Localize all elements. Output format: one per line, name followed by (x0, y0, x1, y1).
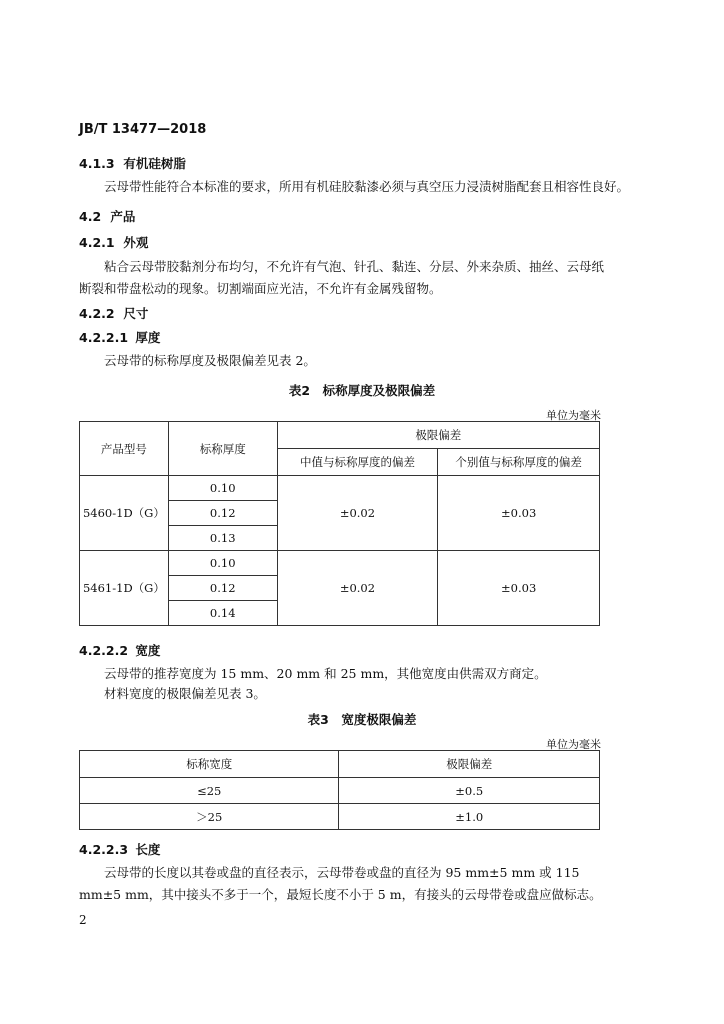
section-4-2-2-2-heading (79, 641, 160, 659)
deviation-cell: ±1.0 (339, 804, 600, 830)
deviation-cell: ±0.5 (339, 778, 600, 804)
median-deviation-cell: ±0.02 (277, 476, 438, 551)
section-title: 外观 (123, 235, 149, 250)
section-title: 尺寸 (123, 306, 149, 321)
table-row (80, 476, 600, 501)
section-number: 4.2.2.1 (79, 330, 129, 345)
table-3 (79, 750, 600, 830)
table-row (80, 551, 600, 576)
product-model-cell: 5461-1D（G） (80, 551, 169, 626)
table-3-unit: 单位为毫米 (546, 738, 601, 751)
header-individual-deviation: 个别值与标称厚度的偏差 (438, 449, 600, 476)
individual-deviation-cell: ±0.03 (438, 551, 600, 626)
thickness-cell: 0.12 (168, 501, 277, 526)
section-number: 4.2.1 (79, 235, 115, 250)
section-4-2-2-1-heading (79, 328, 160, 346)
section-title: 长度 (135, 842, 161, 857)
header-limit-deviation: 极限偏差 (277, 422, 599, 449)
section-4-2-1-text: 粘合云母带胶黏剂分布均匀，不允许有气泡、针孔、黏连、分层、外来杂质、抽丝、云母纸断裂和带盘松动的现象。切割端面应光洁，不允许有金属残留物。 (79, 259, 605, 296)
table-3-caption: 表3 宽度极限偏差 (307, 712, 417, 727)
section-title: 厚度 (135, 330, 161, 345)
table-row (80, 804, 600, 830)
thickness-cell: 0.10 (168, 476, 277, 501)
header-median-deviation: 中值与标称厚度的偏差 (277, 449, 438, 476)
individual-deviation-cell: ±0.03 (438, 476, 600, 551)
section-4-1-3-heading (79, 154, 186, 172)
section-number: 4.2.2.3 (79, 842, 129, 857)
section-4-1-3-text: 云母带性能符合本标准的要求，所用有机硅胶黏漆必须与真空压力浸渍树脂配套且相容性良好。 (104, 179, 630, 194)
thickness-cell: 0.12 (168, 576, 277, 601)
section-4-2-2-3-heading (79, 840, 160, 858)
header-nominal-width: 标称宽度 (80, 751, 339, 778)
page-number: 2 (79, 913, 87, 927)
table-2-caption: 表2 标称厚度及极限偏差 (288, 383, 436, 398)
section-title: 产品 (110, 209, 136, 224)
median-deviation-cell: ±0.02 (277, 551, 438, 626)
section-title: 宽度 (135, 643, 161, 658)
section-4-2-heading (79, 207, 135, 225)
thickness-cell: 0.13 (168, 526, 277, 551)
header-product-model: 产品型号 (80, 422, 169, 476)
table-2 (79, 421, 600, 626)
thickness-cell: 0.14 (168, 601, 277, 626)
table-row (80, 778, 600, 804)
section-title: 有机硅树脂 (123, 156, 186, 171)
header-nominal-thickness: 标称厚度 (168, 422, 277, 476)
table-2-unit: 单位为毫米 (546, 409, 601, 422)
section-number: 4.2 (79, 209, 102, 224)
section-number: 4.2.2 (79, 306, 115, 321)
section-4-2-1-heading (79, 233, 148, 251)
section-4-2-2-2-text-2: 材料宽度的极限偏差见表 3。 (104, 686, 266, 701)
section-number: 4.2.2.2 (79, 643, 129, 658)
section-4-2-2-2-text-1: 云母带的推荐宽度为 15 mm、20 mm 和 25 mm，其他宽度由供需双方商定。 (104, 666, 547, 681)
width-cell: ＞25 (80, 804, 339, 830)
section-4-2-2-1-text: 云母带的标称厚度及极限偏差见表 2。 (104, 353, 316, 368)
thickness-cell: 0.10 (168, 551, 277, 576)
section-4-2-2-heading (79, 304, 148, 322)
width-cell: ≤25 (80, 778, 339, 804)
header-limit-deviation: 极限偏差 (339, 751, 600, 778)
product-model-cell: 5460-1D（G） (80, 476, 169, 551)
document-code-header: JB/T 13477—2018 (79, 122, 207, 137)
section-4-2-2-3-text: 云母带的长度以其卷或盘的直径表示，云母带卷或盘的直径为 95 mm±5 mm 或 115 mm±5 mm，其中接头不多于一个，最短长度不小于 5 m，有接头的云母带卷或盘应做标志。 (79, 865, 602, 902)
section-number: 4.1.3 (79, 156, 115, 171)
